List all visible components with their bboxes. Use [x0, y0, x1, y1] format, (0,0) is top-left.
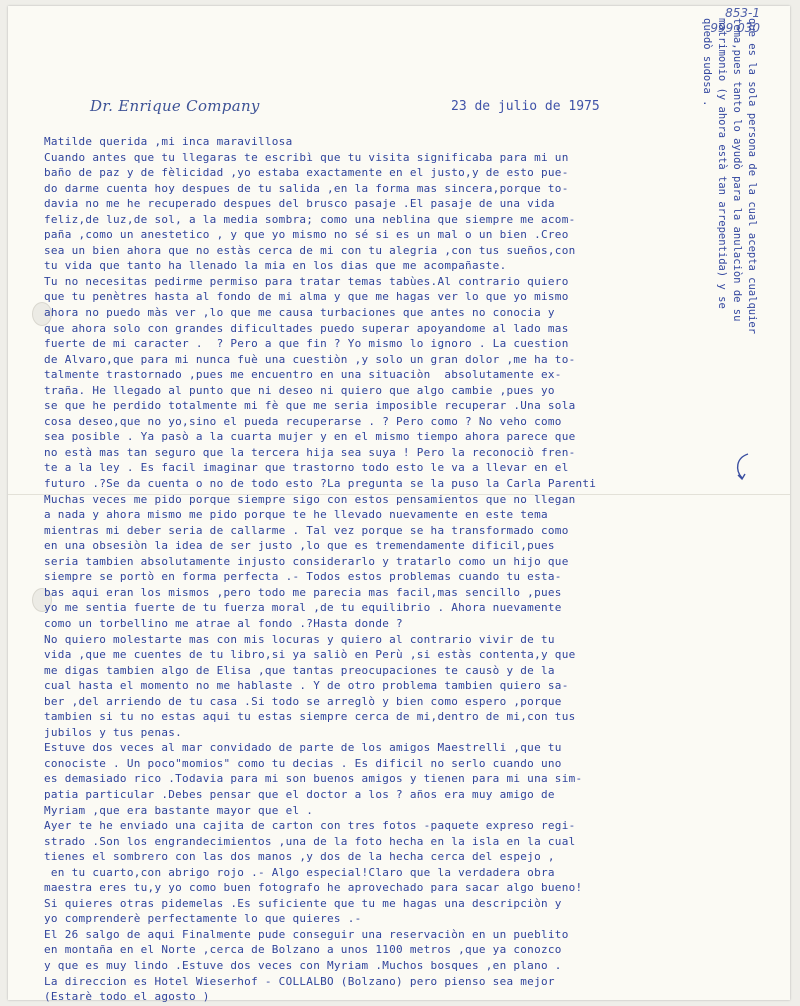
letter-line: jubilos y tus penas. [44, 725, 183, 739]
letter-line: vida ,que me cuentes de tu libro,si ya saliò en Perù ,si estàs contenta,y que [44, 648, 576, 662]
letter-line: en tu cuarto,con abrigo rojo .- Algo especial!Claro que la verdadera obra [44, 865, 555, 879]
letter-line: feliz,de luz,de sol, a la media sombra; como una neblina que siempre me acom- [44, 212, 576, 226]
letter-line: Matilde querida ,mi inca maravillosa [44, 135, 293, 148]
letter-line: a nada y ahora mismo me pido porque te he llevado nuevamente en este tema [44, 508, 548, 522]
letter-line: cual hasta el momento no me hablaste . Y de otro problema tambien quiero sa- [44, 679, 569, 693]
letter-line: (Estarè todo el agosto ) [44, 990, 210, 1004]
archive-code-line: 999 030 [710, 21, 760, 35]
letter-line: Si quieres otras pidemelas .Es suficiente que tu me hagas una descripciòn y [44, 896, 562, 910]
margin-note-line: tema,pues tanto lo ayudò para la anulaciòn de su [731, 18, 743, 322]
letter-line: La direccion es Hotel Wieserhof - COLLALBO (Bolzano) pero pienso sea mejor [44, 974, 555, 988]
letter-line: en una obsesiòn la idea de ser justo ,lo que es tremendamente dificil,pues [44, 539, 555, 553]
margin-note-line: quedò sudosa . [701, 18, 713, 107]
archive-code-line: 853-1 [725, 6, 760, 20]
margin-note-line: matrimonio (y ahora està tan arrepentida) y se [716, 18, 728, 309]
letter-line: que ahora solo con grandes dificultades puedo superar apoyandome al lado mas [44, 321, 569, 335]
letter-line: Muchas veces me pido porque siempre sigo con estos pensamientos que no llegan [44, 492, 576, 506]
letter-line: como un torbellino me atrae al fondo .?Hasta donde ? [44, 616, 403, 630]
letter-line: No quiero molestarte mas con mis locuras y quiero al contrario vivir de tu [44, 632, 555, 646]
letter-line: sea posible . Ya pasò a la cuarta mujer y en el mismo tiempo ahora parece que [44, 430, 576, 444]
letter-line: baño de paz y de fèlicidad ,yo estaba exactamente en el justo,y de esto pue- [44, 166, 569, 180]
letter-line: me digas tambien algo de Elisa ,que tantas preocupaciones te causò y de la [44, 663, 555, 677]
letter-line: siempre se portò en forma perfecta .- Todos estos problemas cuando tu esta- [44, 570, 562, 584]
letter-line: que tu penètres hasta al fondo de mi alma y que me hagas ver lo que yo mismo [44, 290, 569, 304]
letter-line: patia particular .Debes pensar que el doctor a los ? años era muy amigo de [44, 787, 555, 801]
letter-date: 23 de julio de 1975 [451, 99, 600, 114]
letter-body [44, 134, 744, 1005]
letter-line: talmente trastornado ,pues me encuentro en una situaciòn absolutamente ex- [44, 368, 562, 382]
letter-line: no està mas tan seguro que la tercera hija sea suya ! Pero la reconociò fren- [44, 445, 576, 459]
letter-line: futuro .?Se da cuenta o no de todo esto ?La pregunta se la puso la Carla Parenti [44, 477, 597, 491]
letter-line: ber ,del arriendo de tu casa .Si todo se arreglò y bien como espero ,porque [44, 694, 562, 708]
curved-arrow-icon [732, 452, 754, 482]
letter-line: se que he perdido totalmente mi fè que me seria imposible recuperar .Una sola [44, 399, 576, 413]
letter-line: conociste . Un poco"momios" como tu decias . Es dificil no serlo cuando uno [44, 756, 562, 770]
letter-line: yo comprenderè perfectamente lo que quieres .- [44, 912, 362, 926]
letter-line: Tu no necesitas pedirme permiso para tratar temas tabùes.Al contrario quiero [44, 274, 569, 288]
letter-line: fuerte de mi caracter . ? Pero a que fin ? Yo mismo lo ignoro . La cuestion [44, 337, 569, 351]
letter-line: Ayer te he enviado una cajita de carton con tres fotos -paquete expreso regi- [44, 819, 576, 833]
letter-line: en montaña en el Norte ,cerca de Bolzano a unos 1100 metros ,que ya conozco [44, 943, 562, 957]
letter-line: sea un bien ahora que no estàs cerca de mi con tu alegria ,con tus sueños,con [44, 243, 576, 257]
letter-line: Myriam ,que era bastante mayor que el . [44, 803, 314, 817]
letter-line: es demasiado rico .Todavia para mi son buenos amigos y tienen para mi una sim- [44, 772, 583, 786]
letter-line: cosa deseo,que no yo,sino el pueda recuperarse . ? Pero como ? No veho como [44, 414, 562, 428]
letter-line: y que es muy lindo .Estuve dos veces con Myriam .Muchos bosques ,en plano . [44, 958, 562, 972]
letter-line: Estuve dos veces al mar convidado de parte de los amigos Maestrelli ,que tu [44, 741, 562, 755]
letter-line: traña. He llegado al punto que ni deseo ni quiero que algo cambie ,pues yo [44, 383, 555, 397]
letter-line: tu vida que tanto ha llenado la mia en los dias que me acompañaste. [44, 259, 507, 273]
letter-line: de Alvaro,que para mi nunca fuè una cuestiòn ,y solo un gran dolor ,me ha to- [44, 352, 576, 366]
letter-line: bas aqui eran los mismos ,pero todo me parecia mas facil,mas sencillo ,pues [44, 585, 562, 599]
letter-line: tienes el sombrero con las dos manos ,y dos de la hecha cerca del espejo , [44, 850, 555, 864]
letter-line: davia no me he recuperado despues del brusco pasaje .El pasaje de una vida [44, 197, 555, 211]
letter-line: yo me sentia fuerte de tu fuerza moral ,de tu equilibrio . Ahora nuevamente [44, 601, 562, 615]
letter-line: do darme cuenta hoy despues de tu salida ,en la forma mas sincera,porque to- [44, 181, 569, 195]
margin-note-line: que es la sola persona de la cual acepta cualquier [746, 18, 758, 335]
margin-note-text [699, 18, 759, 448]
letter-line: El 26 salgo de aqui Finalmente pude conseguir una reservaciòn en un pueblito [44, 927, 569, 941]
letter-line: tambien si tu no estas aqui tu estas siempre cerca de mi,dentro de mi,con tus [44, 710, 576, 724]
letterhead: Dr. Enrique Company [90, 97, 260, 115]
letter-line: te a la ley . Es facil imaginar que trastorno todo esto le va a llevar en el [44, 461, 569, 475]
letter-line: Cuando antes que tu llegaras te escribì que tu visita significaba para mi un [44, 150, 569, 164]
letter-line: seria tambien absolutamente injusto considerarlo y tratarlo como un hijo que [44, 554, 569, 568]
margin-note [701, 18, 788, 458]
letter-line: strado .Son los engrandecimientos ,una de la foto hecha en la isla en la cual [44, 834, 576, 848]
letter-line: paña ,como un anestetico , y que yo mismo no sé si es un mal o un bien .Creo [44, 228, 569, 242]
letter-line: mientras mi deber seria de callarme . Tal vez porque se ha transformado como [44, 523, 569, 537]
letter-line: ahora no puedo màs ver ,lo que me causa turbaciones que antes no conocia y [44, 306, 555, 320]
letter-line: maestra eres tu,y yo como buen fotografo he aprovechado para sacar algo bueno! [44, 881, 583, 895]
